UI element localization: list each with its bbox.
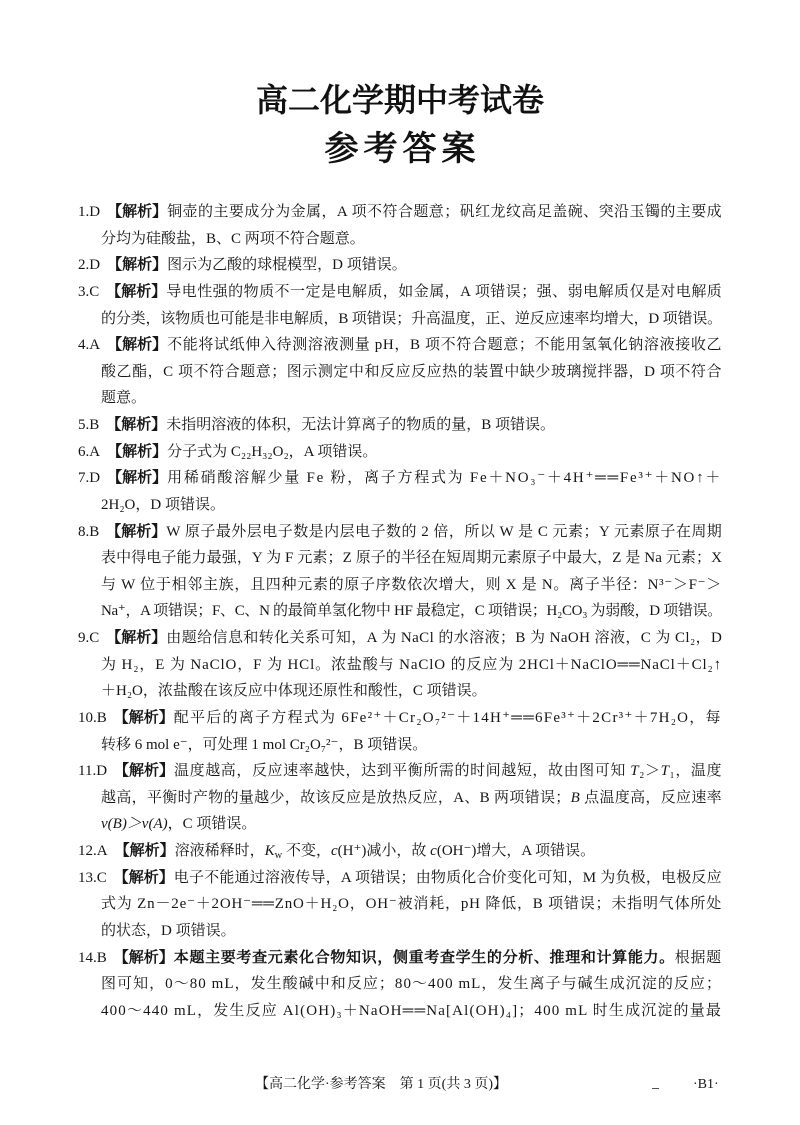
answer-number: 3.C — [78, 283, 100, 300]
answer-number: 5.B — [78, 417, 100, 433]
answer-item — [78, 865, 722, 945]
answer-item — [78, 519, 722, 626]
answer-line — [78, 252, 722, 279]
answer-line — [78, 492, 722, 519]
answer-text: 分均为硅酸盐，B、C 两项不符合题意。 — [101, 230, 365, 247]
italic-symbol: T — [630, 763, 640, 780]
answer-item — [78, 199, 722, 252]
answer-text: 2H₂O，D 项错误。 — [101, 496, 225, 513]
answer-text — [174, 758, 722, 785]
italic-symbol: T — [660, 763, 670, 780]
text-segment: (H⁺)减小，故 — [337, 843, 431, 859]
answer-number: 7.D — [78, 470, 101, 487]
answer-text — [175, 838, 596, 865]
answer-line — [78, 998, 722, 1025]
answer-line — [78, 199, 722, 226]
answer-text: 未指明溶液的体积，无法计算离子的物质的量，B 项错误。 — [166, 417, 556, 433]
answer-line — [78, 865, 722, 892]
answer-text: 的状态，D 项错误。 — [101, 922, 236, 939]
answer-line — [78, 519, 722, 546]
answer-text: 用稀硝酸溶解少量 Fe 粉，离子方程式为 Fe＋NO₃⁻＋4H⁺══Fe³⁺＋NO↑＋ — [167, 470, 723, 487]
analysis-label: 【解析】 — [107, 204, 168, 220]
answer-item — [78, 279, 722, 332]
answer-item — [78, 945, 722, 1025]
answer-line — [78, 412, 722, 439]
answer-text: 的分类，该物质也可能是非电解质，B 项错误；升高温度，正、逆反应速率均增大，D 项错误。 — [101, 310, 722, 327]
answer-number: 2.D — [78, 257, 101, 274]
analysis-label: 【解析】 — [106, 283, 167, 300]
answer-number: 11.D — [78, 763, 108, 780]
answer-text: 图示为乙酸的球棍模型，D 项错误。 — [167, 257, 407, 274]
italic-symbol: v(B)＞v(A) — [101, 816, 168, 833]
answer-number: 8.B — [78, 523, 100, 540]
text-segment: 点温度高，反应速率 — [580, 789, 722, 806]
answer-item — [78, 252, 722, 279]
answer-text: 电子不能通过溶液传导，A 项错误；由物质化合价变化可知，M 为负极，电极反应 — [173, 869, 722, 886]
answer-number: 12.A — [78, 843, 108, 859]
answer-text: 为 H₂，E 为 NaClO，F 为 HCl。浓盐酸与 NaClO 的反应为 2HCl＋NaClO══NaCl＋Cl₂↑ — [101, 656, 722, 673]
answer-list — [78, 199, 722, 1024]
answer-item — [78, 332, 722, 412]
answer-text: 400～440 mL，发生反应 Al(OH)₃＋NaOH══Na[Al(OH)₄]；400 mL 时生成沉淀的量最 — [101, 1002, 722, 1019]
answer-line — [78, 598, 722, 625]
answer-line — [78, 732, 722, 759]
italic-symbol: B — [570, 789, 581, 806]
answer-text: 题意。 — [101, 390, 147, 407]
footer-code: ·B1· — [693, 1077, 719, 1092]
text-segment: 溶液稀释时， — [174, 843, 265, 859]
text-segment: ₂＞ — [639, 763, 661, 780]
answer-text: 分子式为 C₂₂H₃₂O₂，A 项错误。 — [167, 443, 378, 460]
answer-line — [78, 918, 722, 945]
answer-line — [78, 545, 722, 572]
answer-number: 13.C — [78, 869, 107, 886]
analysis-label: 【解析】 — [106, 417, 167, 433]
answer-number: 4.A — [78, 337, 101, 354]
analysis-label: 【解析】 — [113, 709, 174, 726]
answer-text: 式为 Zn－2e⁻＋2OH⁻══ZnO＋H₂O，OH⁻被消耗，pH 降低，B 项错误；未指明气体所处 — [101, 896, 722, 913]
answer-line — [78, 385, 722, 412]
answer-item — [78, 465, 722, 518]
answer-item — [78, 705, 722, 758]
analysis-label: 【解析】 — [107, 257, 168, 274]
text-segment: (OH⁻)增大，A 项错误。 — [436, 843, 596, 859]
answer-item — [78, 412, 722, 439]
text-segment: ₁，温度 — [669, 763, 723, 780]
answer-line — [78, 279, 722, 306]
subscript: w — [274, 850, 283, 862]
analysis-label: 【解析】 — [107, 470, 168, 487]
italic-symbol: K — [264, 843, 275, 859]
bold-summary: 本题主要考查元素化合物知识，侧重考查学生的分析、推理和计算能力。 — [173, 949, 675, 966]
italic-symbol: c — [331, 843, 338, 859]
answer-text — [101, 811, 256, 838]
page-title: 高二化学期中考试卷 — [255, 81, 544, 119]
answer-line — [78, 465, 722, 492]
answer-line — [78, 785, 722, 812]
footer-page-info: 【高二化学·参考答案 第 1 页(共 3 页)】 — [255, 1077, 507, 1092]
italic-symbol: c — [430, 843, 437, 859]
answer-text — [174, 945, 722, 972]
answer-text: 由题给信息和转化关系可知，A 为 NaCl 的水溶液；B 为 NaOH 溶液，C 为 Cl₂，D — [166, 630, 723, 646]
answer-line — [78, 838, 722, 865]
answer-number: 1.D — [78, 204, 101, 220]
answer-line — [78, 705, 722, 732]
analysis-label: 【解析】 — [107, 337, 168, 354]
answer-line — [78, 226, 722, 253]
analysis-label: 【解析】 — [113, 869, 174, 886]
answer-line — [78, 891, 722, 918]
answer-item — [78, 439, 722, 466]
text-segment: 温度越高，反应速率越快，达到平衡所需的时间越短，故由图可知 — [174, 763, 631, 780]
answer-line — [78, 971, 722, 998]
page-subtitle: 参考答案 — [324, 129, 481, 169]
answer-text: 配平后的离子方程式为 6Fe²⁺＋Cr₂O₇²⁻＋14H⁺══6Fe³⁺＋2Cr³⁺＋7H₂O，每 — [173, 709, 722, 726]
answer-line — [78, 306, 722, 333]
answer-line — [78, 359, 722, 386]
answer-line — [78, 945, 722, 972]
answer-number: 6.A — [78, 443, 101, 460]
answer-line — [78, 811, 722, 838]
answer-item — [78, 758, 722, 838]
answer-line — [78, 572, 722, 599]
answer-text: 图可知，0～80 mL，发生酸碱中和反应；80～400 mL，发生离子与碱生成沉淀的反应； — [101, 976, 722, 993]
text-segment: ，C 项错误。 — [167, 816, 257, 833]
analysis-label: 【解析】 — [106, 523, 167, 540]
text-segment: 越高，平衡时产物的量越少，故该反应是放热反应，A、B 两项错误； — [101, 789, 571, 806]
answer-text: ＋H₂O，浓盐酸在该反应中体现还原性和酸性，C 项错误。 — [101, 683, 487, 700]
answer-item — [78, 625, 722, 705]
answer-item — [78, 838, 722, 865]
answer-number: 10.B — [78, 709, 107, 726]
analysis-label: 【解析】 — [107, 443, 168, 460]
answer-text: 铜壶的主要成分为金属，A 项不符合题意；矾红龙纹高足盖碗、突沿玉镯的主要成 — [167, 204, 723, 220]
answer-number: 9.C — [78, 630, 100, 646]
answer-line — [78, 678, 722, 705]
answer-line — [78, 439, 722, 466]
answer-number: 14.B — [78, 949, 107, 966]
answer-text: 表中得电子能力最强，Y 为 F 元素；Z 原子的半径在短周期元素原子中最大，Z 是 Na 元素；X — [101, 550, 722, 567]
answer-text: 与 W 位于相邻主族，且四种元素的原子序数依次增大，则 X 是 N。离子半径：N³⁻＞F⁻＞ — [101, 576, 722, 593]
answer-text: Na⁺，A 项错误；F、C、N 的最简单氢化物中 HF 最稳定，C 项错误；H₂CO₃ 为弱酸，D 项错误。 — [101, 603, 722, 620]
text-segment: 根据题 — [674, 949, 722, 966]
analysis-label: 【解析】 — [106, 630, 167, 646]
answer-text: 不能将试纸伸入待测溶液测量 pH，B 项不符合题意；不能用氢氧化钠溶液接收乙 — [167, 337, 723, 354]
answer-line — [78, 332, 722, 359]
analysis-label: 【解析】 — [114, 843, 175, 859]
scan-mark — [652, 1088, 659, 1089]
analysis-label: 【解析】 — [113, 949, 174, 966]
answer-text — [101, 785, 722, 812]
answer-text: 导电性强的物质不一定是电解质，如金属，A 项错误；强、弱电解质仅是对电解质 — [166, 283, 723, 300]
answer-text: 酸乙酯，C 项不符合题意；图示测定中和反应反应热的装置中缺少玻璃搅拌器，D 项不符合 — [101, 363, 722, 380]
answer-line — [78, 758, 722, 785]
analysis-label: 【解析】 — [114, 763, 175, 780]
answer-line — [78, 625, 722, 652]
answer-text: W 原子最外层电子数是内层电子数的 2 倍，所以 W 是 C 元素；Y 元素原子在周期 — [166, 523, 723, 540]
text-segment: 不变， — [282, 843, 331, 859]
answer-line — [78, 652, 722, 679]
answer-text: 转移 6 mol e⁻，可处理 1 mol Cr₂O₇²⁻，B 项错误。 — [101, 736, 428, 753]
